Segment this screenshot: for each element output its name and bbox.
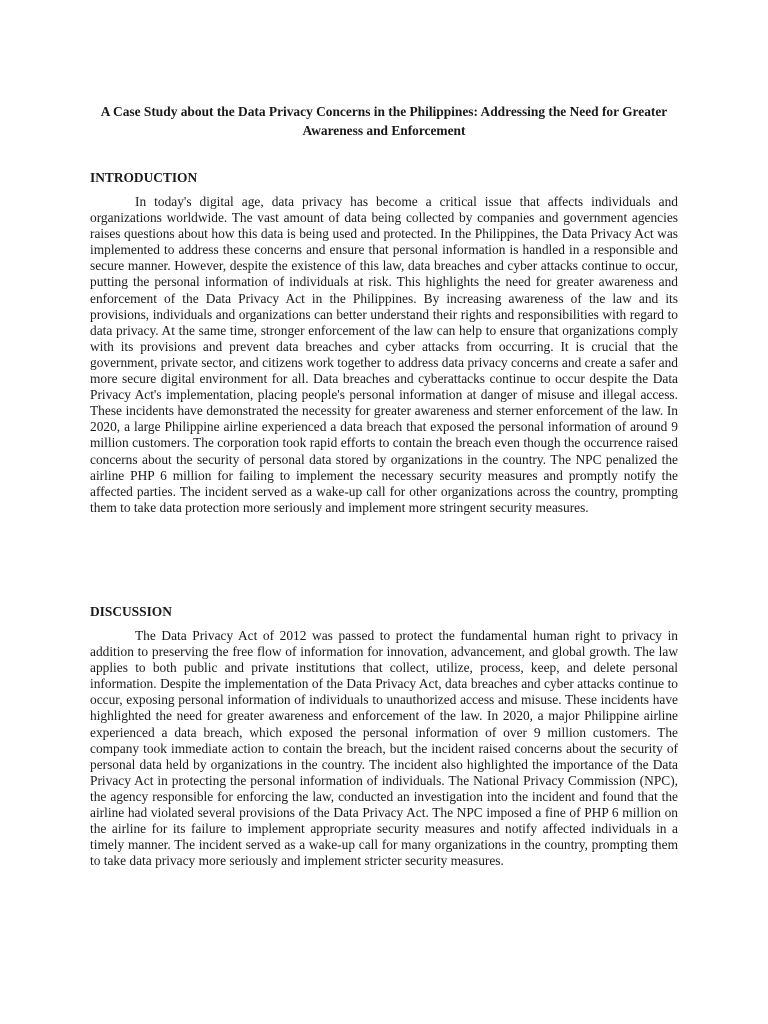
discussion-heading: DISCUSSION	[90, 604, 172, 619]
document-title: A Case Study about the Data Privacy Concerns in the Philippines: Addressing the Need for Greater Awareness and Enforcement	[100, 104, 668, 138]
introduction-heading: INTRODUCTION	[90, 170, 198, 185]
discussion-paragraph: The Data Privacy Act of 2012 was passed to protect the fundamental human right to privacy in addition to preserving the free flow of information for innovation, advancement, and global growth. The law applies to both public and private institutions that collect, utilize, process, keep, and delete personal information. Despite the implementation of the Data Privacy Act, data breaches and cyber attacks continue to occur, exposing personal information of individuals to unauthorized access and misuse. These incidents have highlighted the need for greater awareness and enforcement of the law. In 2020, a major Philippine airline experienced a data breach, which exposed the personal information of over 9 million customers. The company took immediate action to contain the breach, but the incident raised concerns about the security of personal data held by organizations in the country. The incident also highlighted the importance of the Data Privacy Act in protecting the personal information of individuals. The National Privacy Commission (NPC), the agency responsible for enforcing the law, conducted an investigation into the incident and found that the airline had violated several provisions of the Data Privacy Act. The NPC imposed a fine of PHP 6 million on the airline for its failure to implement appropriate security measures and notify affected individuals in a timely manner. The incident served as a wake-up call for many organizations in the country, prompting them to take data privacy more seriously and implement stricter security measures.	[90, 628, 678, 869]
introduction-paragraph: In today's digital age, data privacy has become a critical issue that affects individuals and organizations worldwide. The vast amount of data being collected by companies and government agencies raises questions about how this data is being used and protected. In the Philippines, the Data Privacy Act was implemented to address these concerns and ensure that personal information is handled in a responsible and secure manner. However, despite the existence of this law, data breaches and cyber attacks continue to occur, putting the personal information of individuals at risk. This highlights the need for greater awareness and enforcement of the Data Privacy Act in the Philippines. By increasing awareness of the law and its provisions, individuals and organizations can better understand their rights and responsibilities with regard to data privacy. At the same time, stronger enforcement of the law can help to ensure that organizations comply with its provisions and prevent data breaches and cyber attacks from occurring. It is crucial that the government, private sector, and citizens work together to address data privacy concerns and create a safer and more secure digital environment for all. Data breaches and cyberattacks continue to occur despite the Data Privacy Act's implementation, placing people's personal information at danger of misuse and illegal access. These incidents have demonstrated the necessity for greater awareness and sterner enforcement of the law. In 2020, a large Philippine airline experienced a data breach that exposed the personal information of around 9 million customers. The corporation took rapid efforts to contain the breach even though the occurrence raised concerns about the security of personal data stored by organizations in the country. The NPC penalized the airline PHP 6 million for failing to implement the necessary security measures and promptly notify the affected parties. The incident served as a wake-up call for other organizations across the country, prompting them to take data protection more seriously and implement more stringent security measures.	[90, 194, 678, 515]
